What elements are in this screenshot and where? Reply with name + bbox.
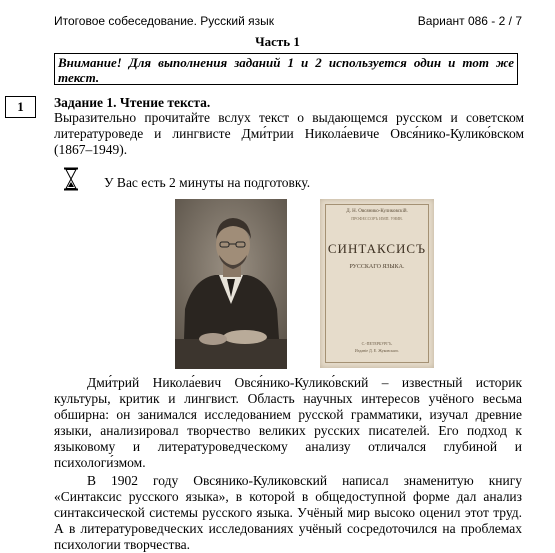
reading-paragraph: Дми́трий Никола́евич Овся́нико-Кулико́вский – известный историк культуры, критик и лингвист. Область научных интересов учёного весьма обширна: он занимался исследованием русской грамматики, изучал древние языки, анализировал творчество великих русских писателей. Его подход к языковому и литературоведческому анализу отличался глубиной и психологи́змом. [54,375,522,470]
exam-title: Итоговое собеседование. Русский язык [54,14,274,28]
book-city: С.-ПЕТЕРБУРГЪ. [361,341,393,346]
task-title: Задание 1. Чтение текста. [54,95,211,110]
book-title: СИНТАКСИСЪ [327,241,427,256]
reading-text [54,375,522,553]
book-author-title: ПРОФЕССОРЪ ИМП. УНИВ. [351,216,403,221]
task-instructions: Выразительно прочитайте вслух текст о выдающемся русском и советском литературоведе и лингвисте Дми́трии Никола́евиче Овся́нико-Кулико́вском (1867–1949). [54,110,524,157]
hourglass-icon [61,167,81,191]
preparation-time: У Вас есть 2 минуты на подготовку. [104,175,311,190]
portrait-photo [175,199,287,369]
part-title: Часть 1 [255,34,300,49]
book-cover [320,199,434,368]
attention-box: Внимание! Для выполнения заданий 1 и 2 используется один и тот же текст. [54,53,518,85]
page-header [54,14,522,28]
book-subtitle: РУССКАГО ЯЗЫКА. [349,264,405,270]
reading-paragraph: В 1902 году Овсянико-Куликовский написал знаменитую книгу «Синтаксис русского языка», в которой в общедоступной форме дал анализ синтаксической системы русского языка. Учёный мир высоко оценил этот труд. А в литературоведческих исследованиях учёный сосредоточился на проблемах психологии творчества. [54,473,522,552]
task-number-box: 1 [5,96,36,118]
book-publisher: Изданіе Д. Е. Жуковскаго. [354,348,400,353]
variant-page: Вариант 086 - 2 / 7 [417,14,522,28]
book-cover-frame [325,204,429,363]
book-author: Д. Н. Овсянико-Куликовскій. [346,209,408,214]
